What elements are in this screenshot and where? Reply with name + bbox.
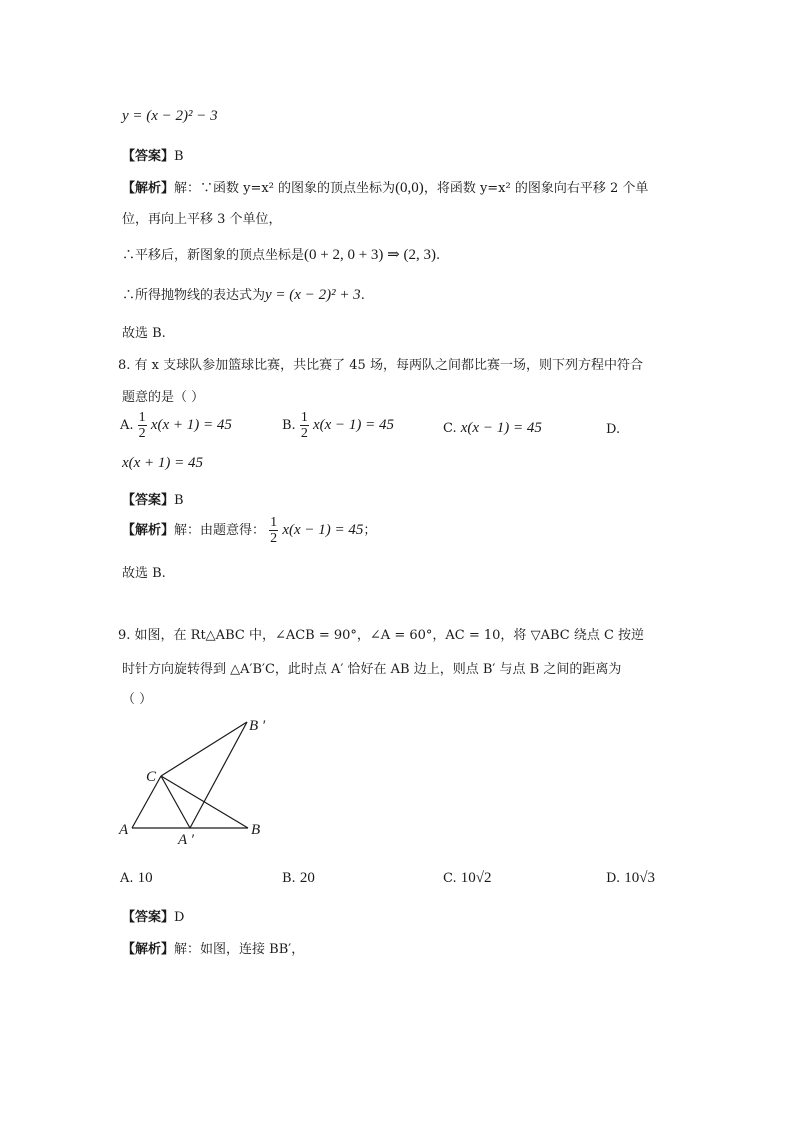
option-label: C. xyxy=(443,871,457,886)
q8-option-c xyxy=(443,420,542,437)
q9-stem-line-1: 9. 如图，在 Rt△ABC 中，∠ACB = 90°，∠A = 60°，AC = 10，将 ▽ABC 绕点 C 按逆 xyxy=(118,628,645,643)
option-value: 10 xyxy=(137,870,153,886)
option-value: 10√2 xyxy=(460,870,492,886)
analysis-line-2: 位，再向上平移 3 个单位， xyxy=(122,212,282,227)
answer-row-q9 xyxy=(122,906,184,925)
fraction-denominator: 2 xyxy=(270,531,278,546)
fraction-denominator: 2 xyxy=(138,426,146,441)
analysis-text: ，将函数 y=x² 的图象向右平移 2 个单 xyxy=(423,181,649,196)
analysis-label: 【解析】 xyxy=(122,942,175,957)
q9-option-a xyxy=(120,870,153,887)
conclusion-q8: 故选 B. xyxy=(122,566,166,581)
fraction-numerator: 1 xyxy=(138,410,146,425)
vertex-coord: (0,0) xyxy=(395,180,424,196)
option-value: 20 xyxy=(299,870,315,886)
answer-value: B xyxy=(174,493,184,508)
segment-b-prime-a-prime xyxy=(190,722,247,828)
conclusion-prev: 故选 B. xyxy=(122,326,166,341)
option-label: B. xyxy=(282,418,296,433)
analysis-row-q8 xyxy=(122,515,376,546)
segment-c-a-prime xyxy=(161,776,190,828)
q8-stem-line-1: 8. 有 x 支球队参加篮球比赛，共比赛了 45 场，每两队之间都比赛一场，则下列方程中符合 xyxy=(118,358,643,373)
label-a: A xyxy=(119,822,129,838)
fraction xyxy=(138,410,147,441)
label-c: C xyxy=(146,769,157,785)
option-label: C. xyxy=(443,421,457,436)
fraction-numerator: 1 xyxy=(270,515,278,530)
fraction xyxy=(269,515,278,546)
label-b-prime: B ′ xyxy=(249,718,266,734)
answer-label: 【答案】 xyxy=(122,910,175,925)
analysis-text: ∴平移后，新图象的顶点坐标是 xyxy=(122,248,305,263)
fraction-denominator: 2 xyxy=(300,426,308,441)
label-a-prime: A ′ xyxy=(178,832,194,848)
parabola-formula: y = (x − 2)² + 3 xyxy=(265,287,361,303)
analysis-text: 解：如图，连接 BB′， xyxy=(174,942,305,957)
answer-row-prev xyxy=(122,145,184,164)
q8-option-d-equation: x(x + 1) = 45 xyxy=(122,455,204,471)
period: . xyxy=(435,248,441,263)
analysis-equation: x(x − 1) = 45 xyxy=(282,522,364,538)
option-value: 10√3 xyxy=(624,870,655,886)
analysis-line-4 xyxy=(122,284,365,304)
vertex-shift: (0 + 2, 0 + 3) ⇒ (2, 3) xyxy=(304,247,436,263)
answer-value: B xyxy=(174,149,184,164)
q8-option-b xyxy=(282,410,394,441)
q8-stem-line-2: 题意的是（ ） xyxy=(122,390,205,405)
analysis-text: 解：∵函数 y=x² 的图象的顶点坐标为 xyxy=(174,181,396,196)
option-equation: x(x − 1) = 45 xyxy=(460,420,542,436)
option-label: A. xyxy=(120,418,134,433)
q9-stem-line-2: 时针方向旋转得到 △A′B′C，此时点 A′ 恰好在 AB 边上，则点 B′ 与点 B 之间的距离为 xyxy=(122,662,622,677)
option-label: D. xyxy=(606,871,621,886)
answer-row-q8 xyxy=(122,489,184,508)
semicolon: ； xyxy=(363,523,377,538)
option-label: B. xyxy=(282,871,296,886)
option-equation: x(x + 1) = 45 xyxy=(150,417,232,433)
answer-label: 【答案】 xyxy=(122,493,175,508)
q8-option-a xyxy=(120,410,232,441)
analysis-label: 【解析】 xyxy=(122,523,175,538)
period: . xyxy=(360,288,365,303)
q8-option-d-label: D. xyxy=(606,422,621,437)
option-label: A. xyxy=(120,871,134,886)
label-b: B xyxy=(251,822,261,838)
triangle-figure xyxy=(110,708,280,853)
fraction-numerator: 1 xyxy=(300,410,308,425)
q9-option-c xyxy=(443,870,492,887)
segment-cb-prime xyxy=(161,722,247,776)
option-equation: x(x − 1) = 45 xyxy=(312,417,395,433)
analysis-row-q9 xyxy=(122,938,304,957)
analysis-line-3 xyxy=(122,244,440,264)
fraction xyxy=(300,410,309,441)
analysis-text: ∴所得抛物线的表达式为 xyxy=(122,288,266,303)
q9-option-d xyxy=(606,870,655,887)
formula-prev: y = (x − 2)² − 3 xyxy=(122,108,218,124)
q9-stem-line-3: （ ） xyxy=(122,692,153,707)
answer-label: 【答案】 xyxy=(122,149,175,164)
answer-value: D xyxy=(174,910,185,925)
analysis-text: 解：由题意得： xyxy=(174,523,266,538)
analysis-label: 【解析】 xyxy=(122,181,175,196)
q9-option-b xyxy=(282,870,315,887)
analysis-line-1 xyxy=(122,177,648,197)
